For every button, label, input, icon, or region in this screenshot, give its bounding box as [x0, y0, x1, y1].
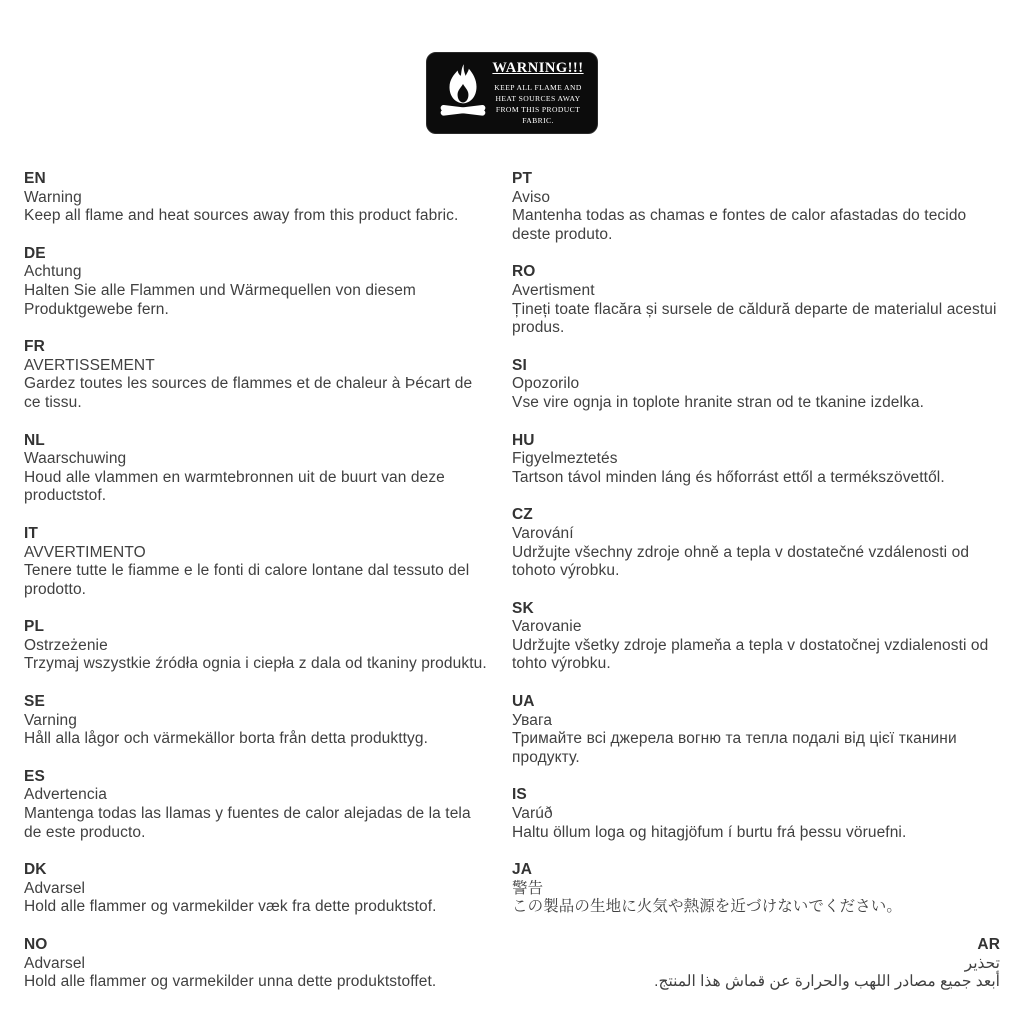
warning-title: Waarschuwing — [24, 450, 127, 468]
language-code: JA — [512, 861, 533, 879]
language-code: PT — [512, 170, 533, 187]
language-block-fr — [24, 338, 490, 412]
language-code: EN — [24, 170, 46, 187]
warning-title: AVVERTIMENTO — [24, 543, 146, 561]
right-column — [512, 170, 1000, 1011]
warning-title: Varování — [512, 524, 574, 542]
language-code: UA — [512, 693, 535, 711]
language-block-es — [24, 768, 490, 842]
warning-title: Varovanie — [512, 618, 582, 636]
language-code: NO — [24, 936, 48, 953]
language-code: CZ — [512, 506, 533, 524]
warning-title: Увага — [512, 711, 553, 729]
warning-title: Varúð — [512, 805, 553, 823]
language-code: SE — [24, 693, 45, 711]
warning-text: Hold alle flammer og varmekilder væk fra dette produktstof. — [24, 898, 437, 916]
warning-title: 警告 — [512, 879, 544, 897]
warning-title: AVERTISSEMENT — [24, 356, 155, 374]
language-block-se — [24, 693, 490, 749]
warning-title: Achtung — [24, 263, 82, 281]
badge-line-1: KEEP ALL FLAME AND — [494, 83, 582, 92]
warning-text: Houd alle vlammen en warmtebronnen uit de buurt van deze productstof. — [24, 468, 445, 505]
warning-text: Mantenga todas las llamas y fuentes de calor alejadas de la tela de este producto. — [24, 805, 471, 841]
language-code: IT — [24, 524, 38, 542]
warning-badge-plate — [426, 52, 598, 134]
language-code: RO — [512, 263, 536, 281]
warning-text: Håll alla lågor och värmekällor borta från detta produkttyg. — [24, 730, 429, 748]
warning-text: Hold alle flammer og varmekilder unna dette produktstoffet. — [24, 973, 437, 991]
badge-text-column — [491, 60, 585, 126]
language-block-dk — [24, 861, 490, 917]
language-code: DK — [24, 861, 47, 879]
language-block-no — [24, 936, 490, 992]
language-code: FR — [24, 338, 45, 356]
badge-line-4: FABRIC. — [522, 116, 554, 125]
warning-text: Vse vire ognja in toplote hranite stran od te tkanine izdelka. — [512, 393, 925, 411]
warning-title: Figyelmeztetés — [512, 450, 618, 468]
warning-title: Ostrzeżenie — [24, 636, 108, 654]
warning-text: Тримайте всі джерела вогню та тепла подалі від цієї тканини продукту. — [512, 730, 957, 766]
warning-text: Tenere tutte le fiamme e le fonti di calore lontane dal tessuto del prodotto. — [24, 562, 470, 598]
warning-text: Țineți toate flacăra și sursele de căldură departe de materialul acestui produs. — [512, 300, 997, 337]
badge-title: WARNING!!! — [492, 60, 584, 76]
warning-text: Udržujte všechny zdroje ohně a tepla v dostatečné vzdálenosti od tohoto výrobku. — [512, 543, 970, 580]
warning-title: Advarsel — [24, 954, 86, 972]
badge-line-3: FROM THIS PRODUCT — [495, 105, 581, 114]
warning-text: この製品の生地に火気や熱源を近づけないでください。 — [512, 898, 903, 916]
language-block-de — [24, 245, 490, 319]
warning-title: Aviso — [512, 188, 551, 206]
language-block-sk — [512, 600, 1000, 674]
warning-text: Gardez toutes les sources de flammes et de chaleur à Þécart de ce tissu. — [24, 375, 473, 411]
warning-title: Varning — [24, 711, 77, 729]
language-block-ja — [512, 861, 1000, 917]
badge-line-2: HEAT SOURCES AWAY — [495, 94, 581, 103]
warning-text: Tartson távol minden láng és hőforrást ettől a termékszövettől. — [512, 468, 945, 486]
language-code: NL — [24, 431, 45, 449]
language-code: AR — [977, 936, 1000, 953]
warning-text: Keep all flame and heat sources away from this product fabric. — [24, 207, 459, 225]
language-code: PL — [24, 618, 45, 636]
warning-text: Mantenha todas as chamas e fontes de calor afastadas do tecido deste produto. — [512, 207, 967, 243]
left-column — [24, 170, 490, 1011]
language-block-it — [24, 525, 490, 599]
language-code: SK — [512, 599, 534, 617]
language-block-pl — [24, 618, 490, 674]
warning-title: Advarsel — [24, 879, 86, 897]
language-block-nl — [24, 432, 490, 506]
warning-text: أبعد جميع مصادر اللهب والحرارة عن قماش هذا المنتج. — [654, 973, 1000, 991]
warning-text: Halten Sie alle Flammen und Wärmequellen von diesem Produktgewebe fern. — [24, 281, 416, 318]
language-block-si — [512, 357, 1000, 413]
language-code: DE — [24, 244, 46, 262]
warning-text: Trzymaj wszystkie źródła ognia i ciepła z dala od tkaniny produktu. — [24, 655, 487, 673]
language-block-cz — [512, 506, 1000, 580]
warning-title: Advertencia — [24, 786, 107, 804]
warning-text: Udržujte všetky zdroje plameňa a tepla v dostatočnej vzdialenosti od tohto výrobku. — [512, 636, 989, 673]
language-columns — [24, 170, 1000, 1011]
language-block-pt — [512, 170, 1000, 244]
language-code: SI — [512, 356, 527, 374]
language-code: HU — [512, 431, 535, 449]
warning-title: Avertisment — [512, 281, 595, 299]
warning-title: تحذير — [964, 954, 1000, 972]
language-block-is — [512, 786, 1000, 842]
language-code: IS — [512, 786, 527, 804]
campfire-icon — [435, 61, 491, 125]
language-block-hu — [512, 432, 1000, 488]
language-block-en — [24, 170, 490, 226]
language-block-ua — [512, 693, 1000, 767]
language-code: ES — [24, 767, 45, 785]
warning-title: Warning — [24, 188, 82, 206]
language-block-ro — [512, 263, 1000, 337]
warning-badge — [24, 52, 1000, 134]
warning-title: Opozorilo — [512, 375, 580, 393]
language-block-ar — [512, 936, 1000, 992]
warning-text: Haltu öllum loga og hitagjöfum í burtu frá þessu vöruefni. — [512, 823, 907, 841]
